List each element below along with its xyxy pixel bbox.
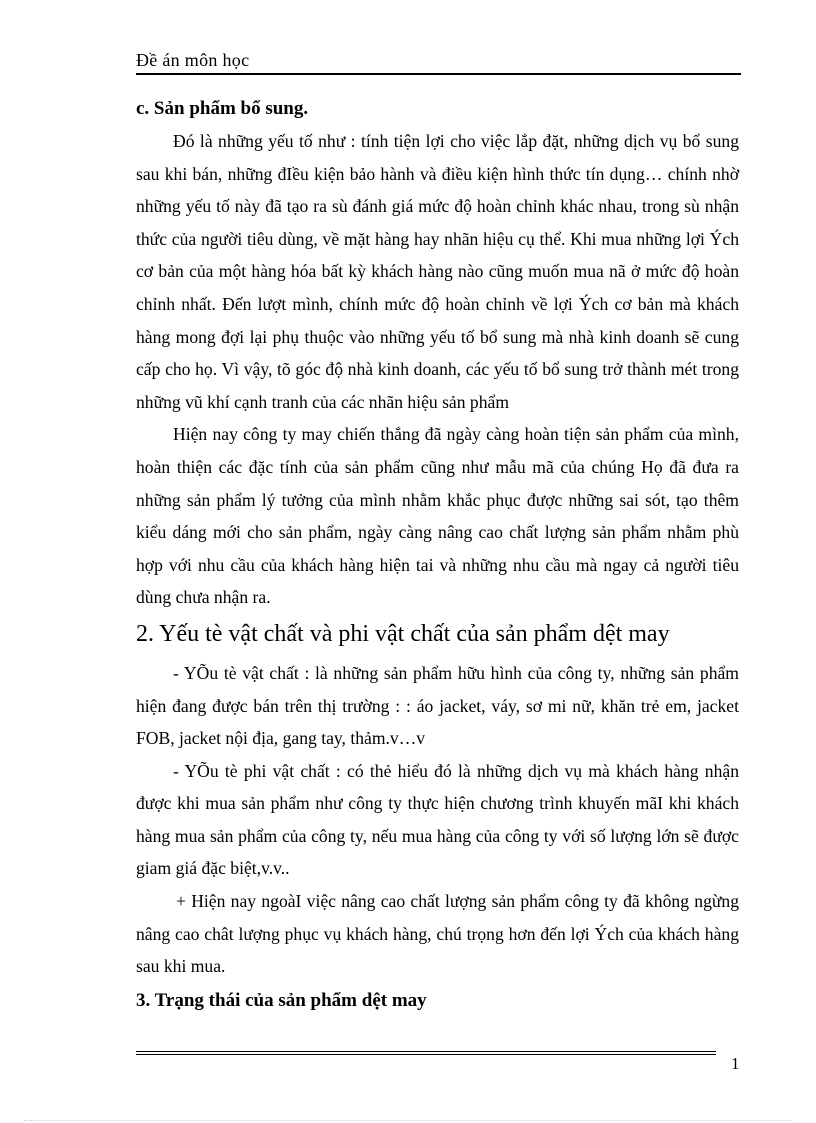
footer-divider <box>136 1051 716 1052</box>
header-divider <box>136 73 741 75</box>
page-edge-divider <box>24 1120 792 1121</box>
footer-divider <box>136 1054 716 1055</box>
paragraph: + Hiện nay ngoàI việc nâng cao chất lượng sản phẩm công ty đã không ngừng nâng cao chât lượng phục vụ khách hàng, chú trọng hơn đến lợi Ých của khách hàng sau khi mua. <box>136 891 739 977</box>
paragraph: - YÕu tè vật chất : là những sản phẩm hữu hình của công ty, những sản phẩm hiện đang được bán trên thị trường : : áo jacket, váy, sơ mi nữ, khăn trẻ em, jacket FOB, jacket nội địa, gang tay, thảm.v…v <box>136 662 739 749</box>
section-heading-2: 2. Yếu tè vật chất và phi vật chất của sản phẩm dệt may <box>136 620 670 647</box>
section-heading-c: c. Sản phẩm bổ sung. <box>136 98 309 119</box>
page-number: 1 <box>731 1054 740 1073</box>
section-heading-3: 3. Trạng thái của sản phẩm dệt may <box>136 989 427 1011</box>
page-header: Đề án môn học <box>136 50 250 70</box>
document-body <box>136 93 739 1017</box>
paragraph: Đó là những yếu tố như : tính tiện lợi cho việc lắp đặt, những dịch vụ bổ sung sau khi bán, những đIều kiện bảo hành và điều kiện hình thức tín dụng… chính nhờ những yếu tố này đã tạo ra sù đánh giá mức độ hoàn chỉnh khác nhau, trong sù nhận thức của người tiêu dùng, về mặt hàng hay nhãn hiệu cụ thể. Khi mua những lợi Ých cơ bản của một hàng hóa bất kỳ khách hàng nào cũng muốn mua nã ở mức độ hoàn chỉnh nhất. Đến lượt mình, chính mức độ hoàn chỉnh về lợi Ých cơ bản mà khách hàng mong đợi lại phụ thuộc vào những yếu tố bổ sung mà nhà kinh doanh sẽ cung cấp cho họ. Vì vậy, tõ góc độ nhà kinh doanh, các yếu tố bổ sung trở thành mét trong những vũ khí cạnh tranh của các nhãn hiệu sản phẩm <box>136 131 739 412</box>
paragraph: - YÕu tè phi vật chất : có thẻ hiểu đó là những dịch vụ mà khách hàng nhận được khi mua sản phẩm như công ty thực hiện chương trình khuyến mãI khi khách hàng mua sản phẩm của công ty, nếu mua hàng của công ty với số lượng lớn sẽ được giam giá đặc biệt,v.v.. <box>136 760 739 879</box>
paragraph: Hiện nay công ty may chiến thắng đã ngày càng hoàn tiện sản phẩm của mình, hoàn thiện các đặc tính của sản phẩm cũng như mẫu mã của chúng Họ đã đưa ra những sản phẩm lý tưởng của mình nhằm khắc phục được những sai sót, tạo thêm kiểu dáng mới cho sản phẩm, ngày càng nâng cao chất lượng sản phẩm nhằm phù hợp với nhu cầu của khách hàng hiện tai và những nhu cầu mà ngay cả người tiêu dùng chưa nhận ra. <box>136 424 739 608</box>
